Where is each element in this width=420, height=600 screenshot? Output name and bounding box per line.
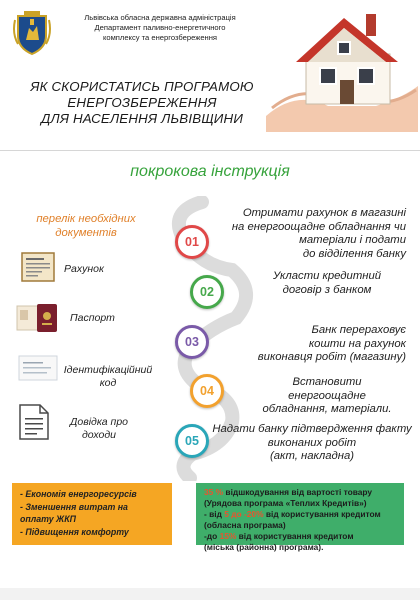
documents-heading <box>28 212 144 240</box>
comp-line-5-a: -до <box>204 531 220 541</box>
organization-name <box>60 13 260 43</box>
step-03-line-1: Банк перераховує <box>311 324 406 336</box>
step-02-line-1: Укласти кредитний <box>272 270 382 282</box>
document-income-label <box>60 416 138 442</box>
page-title <box>8 79 276 127</box>
step-02-line-2: договір з банком <box>282 283 372 296</box>
id-code-label-line-2: код <box>99 377 117 389</box>
step-02-badge: 02 <box>190 275 224 309</box>
step-01-badge: 01 <box>175 225 209 259</box>
header-divider <box>0 150 420 151</box>
step-03-text <box>226 324 406 365</box>
title-line-3: ДЛЯ НАСЕЛЕННЯ ЛЬВІВЩИНИ <box>40 111 244 126</box>
compensation-box <box>196 483 404 552</box>
comp-line-3 <box>204 509 396 520</box>
comp-line-5-b: від користування кредитом <box>236 531 354 541</box>
comp-line-6: (міська (районна) програма). <box>204 542 324 552</box>
comp-line-3-a: - від <box>204 509 225 519</box>
title-line-1: ЯК СКОРИСТАТИСЬ ПРОГРАМОЮ <box>30 79 254 94</box>
step-04-text <box>252 376 402 417</box>
step-05-line-1: Надати банку підтвердження факту <box>212 423 412 435</box>
benefit-line-2: - Зменшення витрат на <box>20 501 128 512</box>
org-line-1: Львівська обласна державна адміністрація <box>84 13 236 22</box>
house-in-hands-image <box>262 4 420 132</box>
step-05-line-2: виконаних робіт <box>267 436 357 449</box>
id-code-label-line-1: Ідентифікаційний <box>63 364 153 376</box>
benefits-box <box>12 483 172 545</box>
documents-heading-line-1: перелік необхідних <box>36 213 136 225</box>
step-04-badge: 04 <box>190 374 224 408</box>
invoice-icon <box>20 250 56 286</box>
org-line-3: комплексу та енергозбереження <box>102 33 218 42</box>
step-01-text <box>214 207 406 261</box>
income-label-line-2: доходи <box>81 429 117 441</box>
benefit-line-1: - Економія енергоресурсів <box>20 489 137 499</box>
document-invoice-label: Рахунок <box>64 263 104 275</box>
subtitle: покрокова інструкція <box>130 163 290 180</box>
step-01-line-1: Отримати рахунок в магазині <box>242 207 406 219</box>
comp-line-5 <box>204 531 396 542</box>
step-01-line-4: до відділення банку <box>302 247 406 260</box>
step-05-text <box>212 423 412 464</box>
step-04-line-2: енергоощадне <box>288 389 366 402</box>
step-03-badge: 03 <box>175 325 209 359</box>
step-03-line-3: виконавця робіт (магазину) <box>257 351 406 363</box>
step-04-line-3: обладнання, матеріали. <box>262 403 392 415</box>
comp-pct-15: 15% <box>219 531 237 541</box>
footer-strip <box>0 588 420 600</box>
step-05-badge: 05 <box>175 424 209 458</box>
income-label-line-1: Довідка про <box>69 416 129 428</box>
comp-line-1-text: відшкодування від вартості товару <box>223 487 373 497</box>
comp-line-2: (Урядова програма «Теплих Кредитів») <box>204 498 367 508</box>
step-01-line-3: матеріали і подати <box>299 234 406 246</box>
step-05-line-3: (акт, накладна) <box>269 450 355 462</box>
benefit-line-3: оплату ЖКП <box>20 514 76 524</box>
coat-of-arms-icon <box>12 10 52 56</box>
step-02-text <box>262 270 392 297</box>
comp-line-3-b: від користування кредитом <box>263 509 381 519</box>
comp-pct-5-20: 5 до -20% <box>224 509 264 519</box>
passport-icon <box>16 300 60 336</box>
document-passport-label: Паспорт <box>70 312 115 324</box>
comp-line-4: (обласна програма) <box>204 520 286 530</box>
id-code-icon <box>18 354 58 382</box>
step-03-line-2: кошти на рахунок <box>308 337 406 350</box>
documents-heading-line-2: документів <box>55 227 117 239</box>
step-01-line-2: на енергоощадне обладнання чи <box>231 220 406 233</box>
comp-pct-35: 35 % <box>204 487 224 497</box>
step-04-line-1: Встановити <box>292 376 362 388</box>
benefit-line-4: - Підвищення комфорту <box>20 526 129 537</box>
org-line-2: Департамент паливно-енергетичного <box>94 23 226 32</box>
income-certificate-icon <box>18 403 50 441</box>
comp-line-1 <box>204 487 396 498</box>
title-line-2: ЕНЕРГОЗБЕРЕЖЕННЯ <box>67 95 217 110</box>
